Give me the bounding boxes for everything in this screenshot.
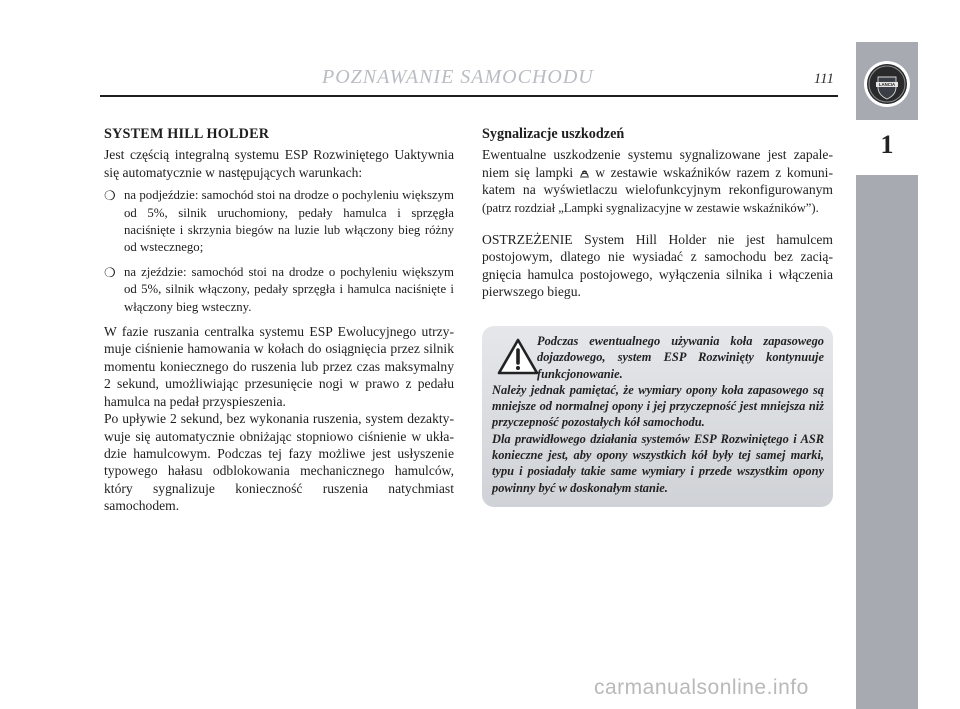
body-paragraph: W fazie ruszania centralka systemu ESP Ewolucyjnego utrzymuje ciśnienie hamowania w kołach do osiągnięcia przez silnik momentu koniecznego do ruszenia lub przez czas maksymalny 2 sekund, umożliwiając przesunięcie nogi w prawo z pedału hamulca na pedał przyspieszenia. xyxy=(104,324,454,409)
warning-text-line: Podczas ewentualnego używania koła zapasowego dojazdowego, system ESP Rozwinięty kontynuuje funkcjonowanie. xyxy=(537,334,824,381)
lancia-logo-text: LANCIA xyxy=(878,82,896,88)
list-item xyxy=(104,264,454,316)
page-header xyxy=(100,62,838,92)
lancia-shield-icon xyxy=(863,60,911,108)
chapter-number: 1 xyxy=(880,130,894,159)
warning-text-line: Należy jednak pamiętać, że wymiary opony koła zapasowego są mniejsze od normalnej opony i jej przyczepność jest mniejsza niż przyczepność pozostałych kół samochodu. xyxy=(492,382,824,430)
left-column xyxy=(104,126,454,515)
watermark: carmanualsonline.info xyxy=(594,676,809,699)
subsection-title: Sygnalizacje uszkodzeń xyxy=(482,126,625,142)
body-text: w zestawie wskaźników razem z komunikatem na wyświetlaczu wielofunkcyjnym rekonfigurowanym xyxy=(482,164,833,198)
right-column xyxy=(482,126,833,301)
intro-paragraph: Jest częścią integralną systemu ESP Rozwiniętego Uaktywnia się automatycznie w następujących warunkach: xyxy=(104,147,454,180)
warning-text-line: Dla prawidłowego działania systemów ESP Rozwiniętego i ASR konieczne jest, aby opony wszystkich kół były tej samej marki, typu i posiadały takie same wymiary i przede wszystkim opony powinny być w doskonałym stanie. xyxy=(492,431,824,495)
warning-paragraph: OSTRZEŻENIE System Hill Holder nie jest hamulcem postojowym, dlatego nie wysiadać z samochodu bez zaciągnięcia hamulca postojowego, wyłączenia silnika i włączenia pierwszego biegu. xyxy=(482,232,833,300)
section-title: SYSTEM HILL HOLDER xyxy=(104,126,270,142)
body-text: Ewentualne uszkodzenie systemu sygnalizowane jest zapaleniem się lampki xyxy=(482,147,833,180)
body-paragraph xyxy=(482,146,833,217)
warning-box xyxy=(482,326,833,507)
body-paragraph: Po upływie 2 sekund, bez wykonania ruszenia, system dezaktywuje się automatycznie obniżając stopniowo ciśnienie w układzie hamulcowym. Podczas tej fazy możliwe jest usłyszenie typowego hałasu odblokowania mechanicznego hamulców, który sygnalizuje konieczność ruszenia natychmiast samochodem. xyxy=(104,411,454,514)
esp-warning-lamp-icon xyxy=(579,166,590,178)
chapter-title: POZNAWANIE SAMOCHODU xyxy=(322,66,594,88)
page-number: 111 xyxy=(813,71,834,87)
header-rule xyxy=(100,95,838,97)
list-item-text: na podjeździe: samochód stoi na drodze o pochyleniu większym od 5%, silnik uruchomiony, pedały hamulca i sprzęgła naciśnięte i skrzynia biegów na luzie lub włączony bieg różny od wstecznego; xyxy=(124,188,454,255)
chapter-number-box xyxy=(856,120,918,175)
bullet-marker: ❍ xyxy=(104,188,116,204)
bullet-marker: ❍ xyxy=(104,264,116,280)
list-item-text: na zjeździe: samochód stoi na drodze o pochyleniu większym od 5%, silnik włączony, pedały sprzęgła i hamulca naciśnięte i włączony bieg wsteczny. xyxy=(124,264,454,314)
list-item xyxy=(104,187,454,257)
cross-reference: (patrz rozdział „Lampki sygnalizacyjne w zestawie wskaźników”). xyxy=(482,200,819,215)
warning-text xyxy=(492,333,824,496)
